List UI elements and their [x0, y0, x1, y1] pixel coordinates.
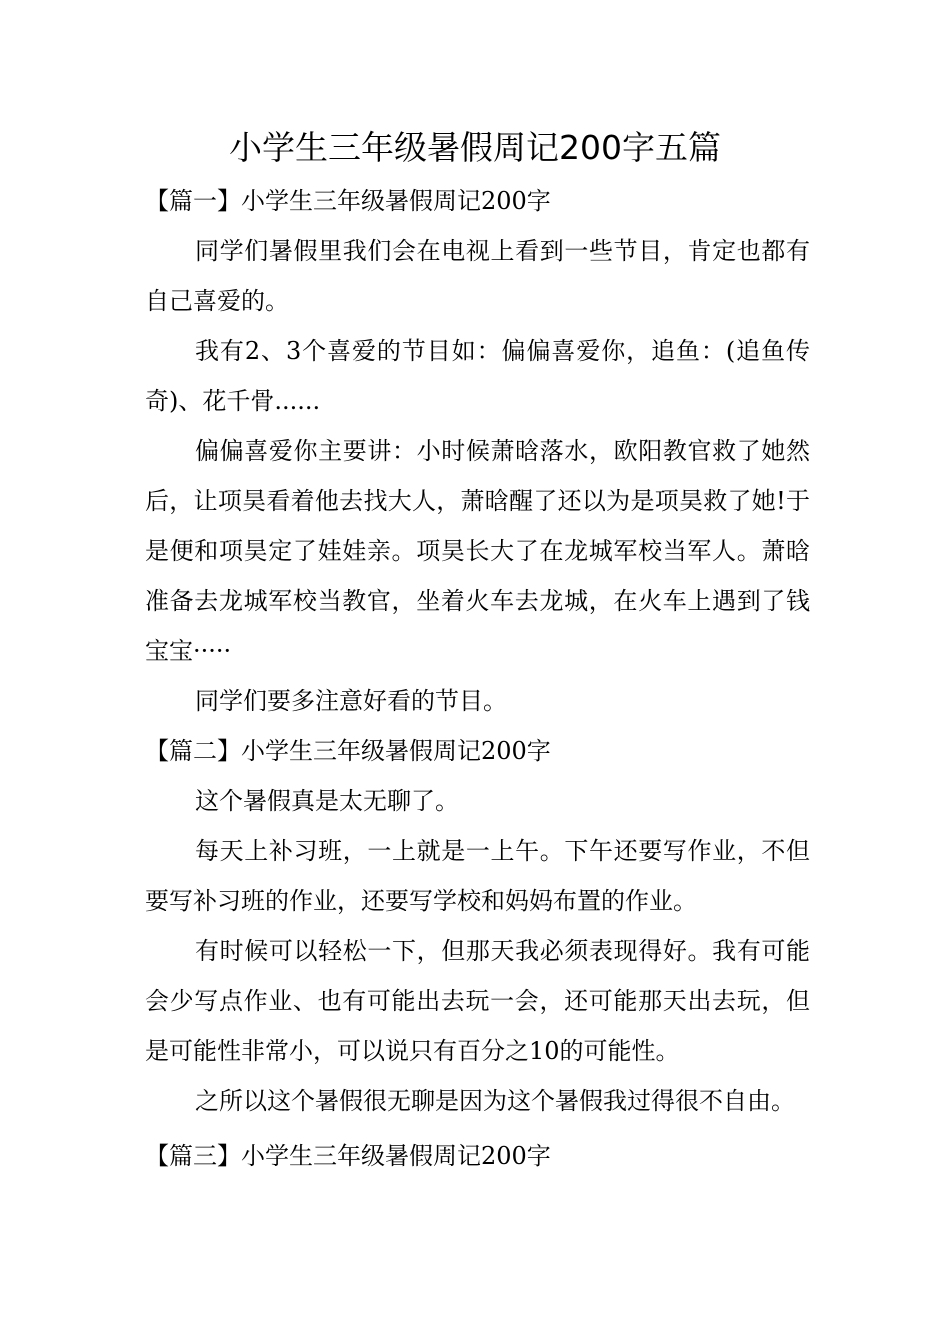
- paragraph: 偏偏喜爱你主要讲：小时候萧晗落水，欧阳教官救了她然后，让项昊看着他去找大人，萧晗醒了还以为是项昊救了她!于是便和项昊定了娃娃亲。项昊长大了在龙城军校当军人。萧晗准备去龙城军校当教官，坐着火车去龙城，在火车上遇到了钱宝宝·····: [145, 437, 810, 665]
- section-heading-3: 【篇三】小学生三年级暑假周记200字: [145, 1142, 551, 1170]
- paragraph: 有时候可以轻松一下，但那天我必须表现得好。我有可能会少写点作业、也有可能出去玩一会，还可能那天出去玩，但是可能性非常小，可以说只有百分之10的可能性。: [145, 937, 810, 1065]
- paragraph: 同学们要多注意好看的节目。: [195, 687, 507, 715]
- section-heading-1: 【篇一】小学生三年级暑假周记200字: [145, 187, 551, 215]
- paragraph: 同学们暑假里我们会在电视上看到一些节目，肯定也都有自己喜爱的。: [145, 237, 810, 315]
- paragraph: 每天上补习班，一上就是一上午。下午还要写作业，不但要写补习班的作业，还要写学校和妈妈布置的作业。: [145, 837, 810, 915]
- section-heading-2: 【篇二】小学生三年级暑假周记200字: [145, 737, 551, 765]
- paragraph: 之所以这个暑假很无聊是因为这个暑假我过得很不自由。: [195, 1087, 795, 1115]
- document-body: [145, 176, 810, 1181]
- paragraph: 我有2、3个喜爱的节目如：偏偏喜爱你，追鱼：(追鱼传奇)、花千骨......: [145, 337, 810, 415]
- document-title: 小学生三年级暑假周记200字五篇: [229, 128, 721, 167]
- paragraph: 这个暑假真是太无聊了。: [195, 787, 459, 815]
